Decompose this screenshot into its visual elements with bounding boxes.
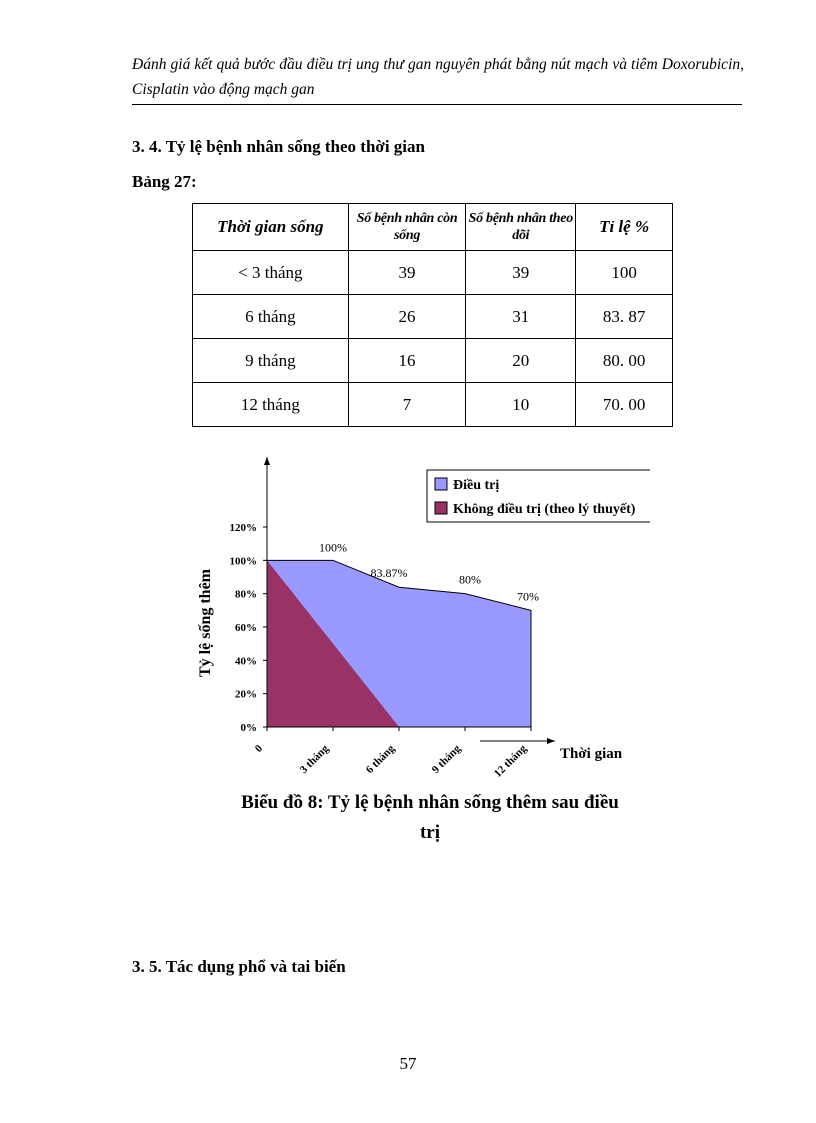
table-cell: 6 tháng xyxy=(193,295,349,339)
x-tick-label: 12 tháng xyxy=(491,742,530,780)
survival-table xyxy=(192,203,673,427)
page-header: Đánh giá kết quả bước đầu điều trị ung thư gan nguyên phát bằng nút mạch và tiêm Doxorubicin, Cisplatin vào động mạch gan xyxy=(132,56,744,98)
table-header-row xyxy=(193,204,673,251)
legend-swatch xyxy=(435,478,447,490)
table-cell: 31 xyxy=(466,295,576,339)
y-tick-label: 40% xyxy=(235,655,257,668)
header-cell: Số bệnh nhân còn sống xyxy=(348,204,466,251)
table-cell: 70. 00 xyxy=(576,383,673,427)
header-rule xyxy=(132,104,742,105)
table-cell: 80. 00 xyxy=(576,339,673,383)
survival-chart-svg xyxy=(180,455,650,785)
table-cell: 100 xyxy=(576,251,673,295)
table-cell: 20 xyxy=(466,339,576,383)
y-tick-label: 120% xyxy=(229,522,257,534)
table-cell: 26 xyxy=(348,295,466,339)
table-cell: 83. 87 xyxy=(576,295,673,339)
table-row xyxy=(193,339,673,383)
header-cell: Thời gian sống xyxy=(193,204,349,251)
table-cell: 16 xyxy=(348,339,466,383)
x-axis-arrow xyxy=(547,738,555,744)
table-cell: 39 xyxy=(466,251,576,295)
y-tick-label: 20% xyxy=(235,688,257,701)
legend-swatch xyxy=(435,502,447,514)
data-label: 100% xyxy=(319,540,347,555)
section-title-3-5: 3. 5. Tác dụng phổ và tai biến xyxy=(132,957,346,976)
x-tick-label: 6 tháng xyxy=(363,742,398,776)
survival-chart xyxy=(180,455,650,790)
legend-label: Không điều trị (theo lý thuyết) xyxy=(453,502,636,517)
data-label: 83.87% xyxy=(370,566,408,581)
x-tick-label: 9 tháng xyxy=(429,742,464,776)
x-axis-label: Thời gian xyxy=(560,746,623,762)
y-tick-label: 60% xyxy=(235,622,257,634)
data-label: 70% xyxy=(517,589,539,604)
table-cell: 10 xyxy=(466,383,576,427)
page-number: 57 xyxy=(399,1054,417,1073)
y-tick-label: 0% xyxy=(240,722,257,734)
table-row xyxy=(193,295,673,339)
table-cell: 39 xyxy=(348,251,466,295)
y-axis-arrow xyxy=(264,457,270,465)
y-axis-label: Tỷ lệ sống thêm xyxy=(197,569,214,677)
table-row xyxy=(193,251,673,295)
chart-caption: Biểu đồ 8: Tỷ lệ bệnh nhân sống thêm sau điều trị xyxy=(241,792,619,843)
table-cell: 12 tháng xyxy=(193,383,349,427)
section-title-3-4: 3. 4. Tỷ lệ bệnh nhân sống theo thời gian xyxy=(132,137,425,156)
table-caption: Bảng 27: xyxy=(132,172,197,191)
data-label: 80% xyxy=(459,572,481,587)
x-tick-label: 3 tháng xyxy=(297,742,332,776)
table-cell: 7 xyxy=(348,383,466,427)
legend-label: Điều trị xyxy=(453,478,500,493)
y-tick-label: 100% xyxy=(229,555,257,568)
table-cell: < 3 tháng xyxy=(193,251,349,295)
table-cell: 9 tháng xyxy=(193,339,349,383)
header-cell: Số bệnh nhân theo dõi xyxy=(466,204,576,251)
y-tick-label: 80% xyxy=(235,588,257,601)
table-row xyxy=(193,383,673,427)
x-tick-label: 0 xyxy=(252,742,266,756)
header-cell: Tỉ lệ % xyxy=(576,204,673,251)
